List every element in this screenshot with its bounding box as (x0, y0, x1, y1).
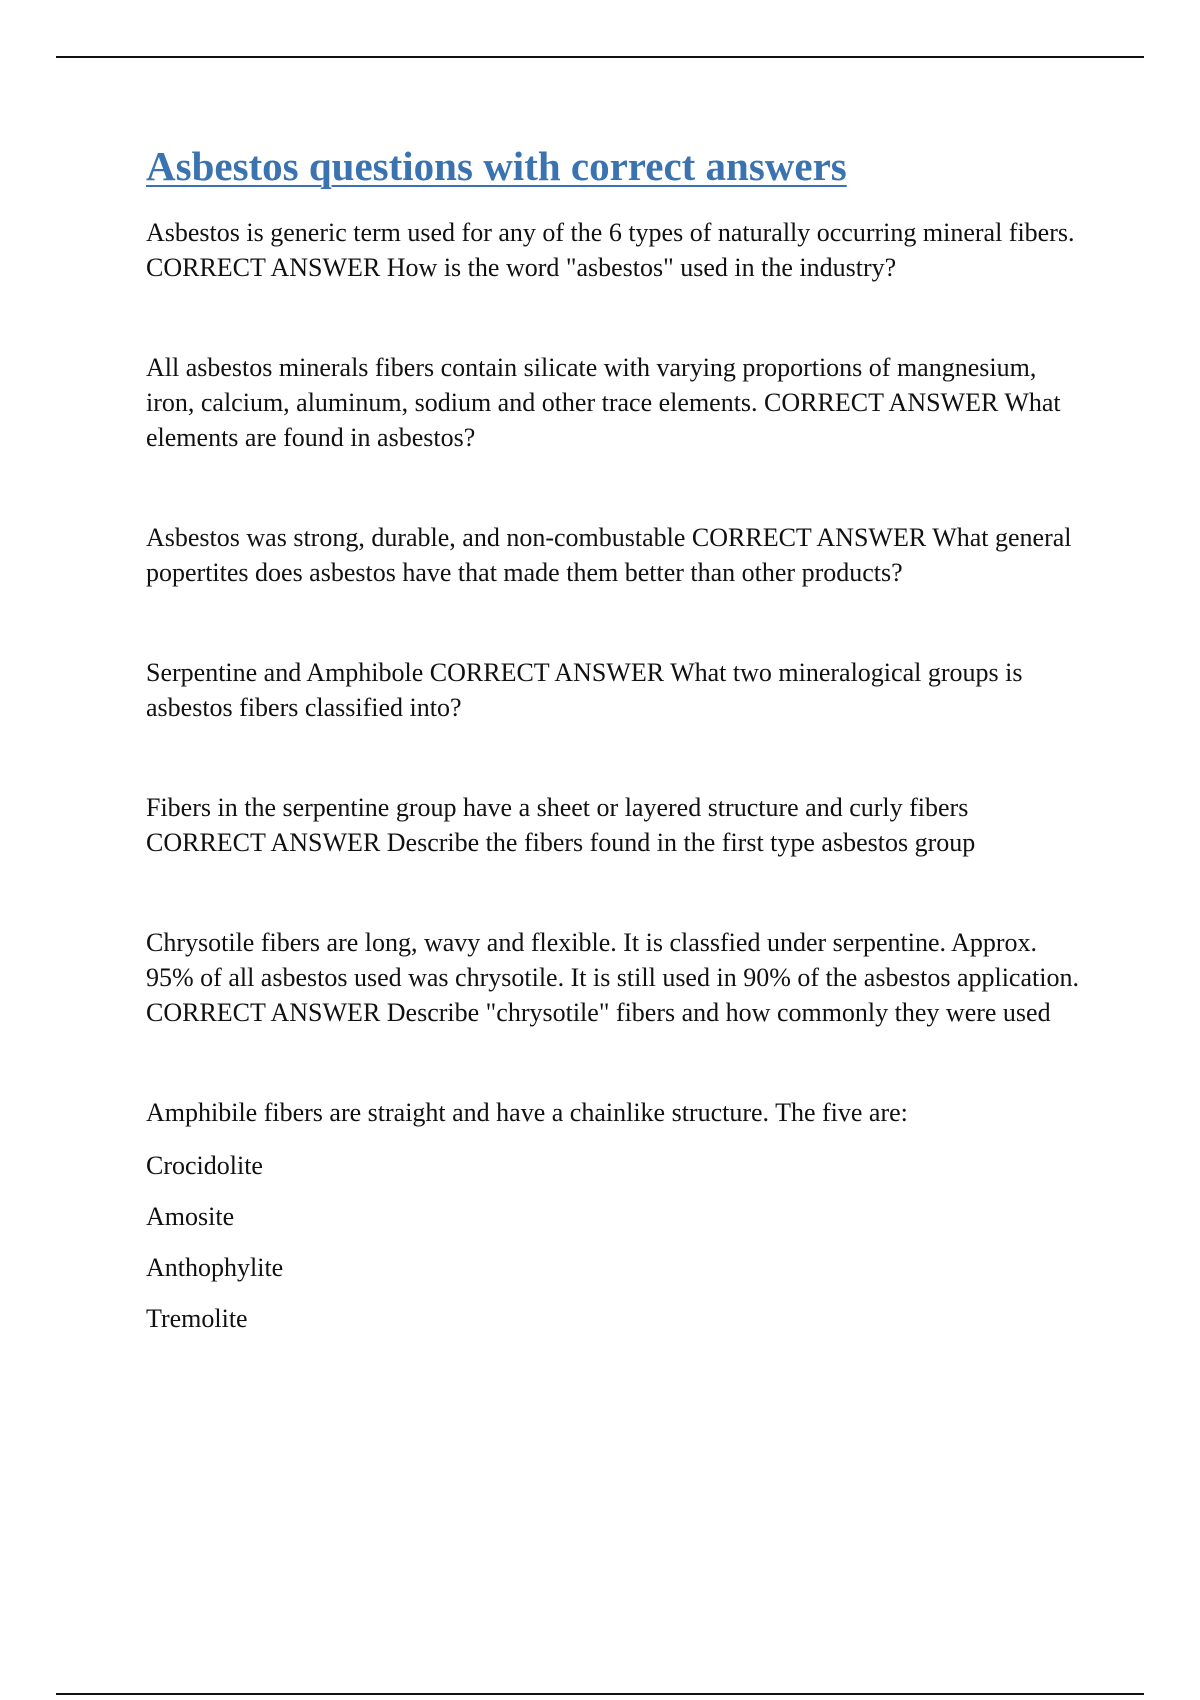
qa-entry: All asbestos minerals fibers contain silicate with varying proportions of mangnesium, iron, calcium, aluminum, sodium and other trace elements. CORRECT ANSWER What elements are found in asbestos? (146, 353, 1061, 453)
list-item: Amosite (146, 1202, 235, 1232)
qa-entry: Asbestos is generic term used for any of the 6 types of naturally occurring mineral fibers. CORRECT ANSWER How is the word "asbestos" used in the industry? (146, 218, 1075, 283)
qa-entry: Chrysotile fibers are long, wavy and flexible. It is classfied under serpentine. Approx. 95% of all asbestos used was chrysotile. It is still used in 90% of the asbestos application. CORRECT ANSWER Describe "chrysotile" fibers and how commonly they were used (146, 928, 1079, 1028)
qa-entry: Fibers in the serpentine group have a sheet or layered structure and curly fibers CORRECT ANSWER Describe the fibers found in the first type asbestos group (146, 793, 976, 858)
amphibole-list (146, 1148, 1086, 1336)
qa-entry: Serpentine and Amphibole CORRECT ANSWER What two mineralogical groups is asbestos fibers classified into? (146, 658, 1023, 723)
qa-entry: Amphibile fibers are straight and have a chainlike structure. The five are: (146, 1098, 908, 1128)
document-body (146, 142, 1086, 1352)
list-item: Tremolite (146, 1304, 248, 1334)
qa-entry: Asbestos was strong, durable, and non-combustable CORRECT ANSWER What general popertites does asbestos have that made them better than other products? (146, 523, 1072, 588)
list-item: Crocidolite (146, 1151, 263, 1181)
footer-rule (56, 1693, 1144, 1695)
header-rule (56, 56, 1144, 58)
list-item: Anthophylite (146, 1253, 284, 1283)
document-title: Asbestos questions with correct answers (146, 143, 847, 189)
